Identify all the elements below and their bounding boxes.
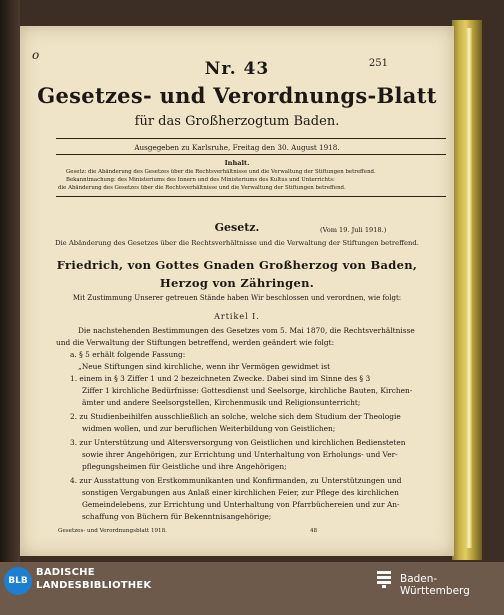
- page-title: Gesetzes- und Verordnungs-Blatt: [37, 83, 437, 108]
- law-title: Die Abänderung des Gesetzes über die Rechtsverhältnisse und die Verwaltung der Stiftungen betreffend.: [55, 239, 419, 247]
- body-line: 3. zur Unterstützung und Altersversorgung von Geistlichen und kirchlichen Bediensteten: [70, 438, 406, 447]
- body-line: sowie ihrer Angehörigen, zur Errichtung und Unterhaltung von Erholungs- und Ver-: [82, 450, 398, 459]
- body-line: sonstigen Vergabungen aus Anlaß einer kirchlichen Feier, zur Pflege des kirchlichen: [82, 488, 399, 497]
- page-gutter-shadow: [0, 0, 20, 562]
- enacting-clause: Mit Zustimmung Unserer getreuen Stände haben Wir beschlossen und verordnen, wie folgt:: [72, 294, 402, 302]
- body-line: 2. zu Studienbeihilfen ausschließlich an solche, welche sich dem Studium der Theologie: [70, 412, 401, 421]
- contents-line: Gesetz: die Abänderung des Gesetzes über die Rechtsverhältnisse und die Verwaltung der Stiftungen betreffend.: [66, 169, 376, 175]
- library-name-line2: LANDESBIBLIOTHEK: [36, 580, 152, 591]
- law-date: (Vom 19. Juli 1918.): [320, 226, 387, 234]
- divider: [56, 154, 446, 155]
- article-heading: Artikel I.: [214, 312, 260, 321]
- body-line: 4. zur Ausstattung von Erstkommunikanten und Konfirmanden, zu Unterstützungen und: [70, 476, 402, 485]
- binding-highlight: [466, 28, 472, 548]
- body-line: Ziffer 1 kirchliche Bedürfnisse: Gottesdienst und Seelsorge, kirchliche Bauten, Kirchen-: [82, 386, 413, 395]
- sovereign-line: Friedrich, von Gottes Gnaden Großherzog von Baden,: [56, 258, 418, 272]
- page-number: 251: [368, 58, 388, 69]
- state-name[interactable]: Baden-Württemberg: [400, 573, 470, 597]
- issue-line: Ausgegeben zu Karlsruhe, Freitag den 30. August 1918.: [134, 143, 340, 152]
- contents-heading: Inhalt.: [224, 159, 250, 167]
- divider: [56, 196, 446, 197]
- contents-line: die Abänderung des Gesetzes über die Rechtsverhältnisse und die Verwaltung der Stiftungen betreffend.: [58, 185, 346, 191]
- body-line: a. § 5 erhält folgende Fassung:: [70, 350, 186, 359]
- library-banner: [0, 562, 504, 615]
- state-crest-icon: [376, 570, 392, 588]
- library-name-line1: BADISCHE: [36, 567, 95, 578]
- body-line: Die nachstehenden Bestimmungen des Gesetzes vom 5. Mai 1870, die Rechtsverhältnisse: [78, 326, 415, 335]
- body-line: schaffung von Büchern für Bekenntnisangehörige;: [82, 512, 272, 521]
- page-subtitle: für das Großherzogtum Baden.: [134, 114, 340, 129]
- issue-number: Nr. 43: [204, 59, 270, 79]
- contents-line: Bekanntmachung: des Ministeriums des Innern und des Ministeriums des Kultus und Unterrichts:: [66, 177, 335, 183]
- footer-left: Gesetzes- und Verordnungsblatt 1918.: [58, 528, 167, 534]
- body-line: „Neue Stiftungen sind kirchliche, wenn ihr Vermögen gewidmet ist: [78, 362, 331, 371]
- blb-logo[interactable]: BLB: [4, 567, 32, 595]
- margin-mark: o: [32, 48, 40, 62]
- body-line: ämter und andere Seelsorgstellen, Kirchenmusik und Religionsunterricht;: [82, 398, 361, 407]
- body-line: widmen wollen, und zur beruflichen Weiterbildung von Geistlichen;: [82, 424, 336, 433]
- sovereign-title: Herzog von Zähringen.: [159, 276, 315, 290]
- body-line: 1. einem in § 3 Ziffer 1 und 2 bezeichneten Zwecke. Dabei sind im Sinne des § 3: [70, 374, 371, 383]
- body-line: Gemeindelebens, zur Errichtung und Unterhaltung von Pfarrbüchereien und zur An-: [82, 500, 400, 509]
- divider: [56, 138, 446, 139]
- body-line: und die Verwaltung der Stiftungen betreffend, werden geändert wie folgt:: [56, 338, 335, 347]
- body-line: pflegungsheimen für Geistliche und ihre Angehörigen;: [82, 462, 287, 471]
- law-heading: Gesetz.: [214, 221, 260, 234]
- document-page: [20, 26, 454, 556]
- footer-sheet-number: 48: [310, 528, 318, 534]
